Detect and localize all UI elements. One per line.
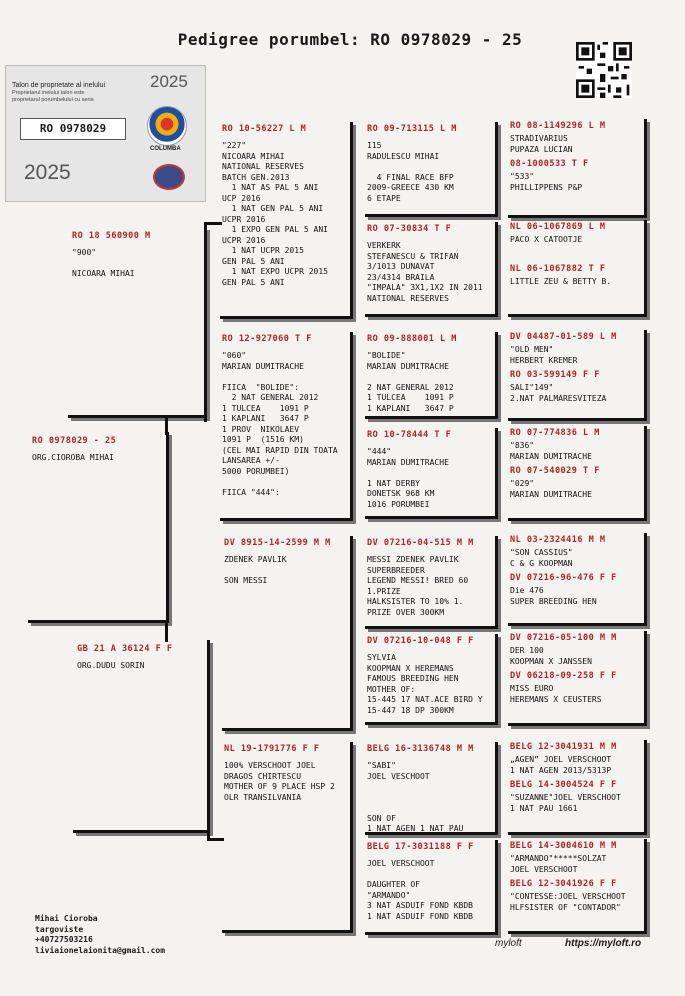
dam-box [73, 640, 210, 833]
gen4-box [508, 839, 647, 934]
pigeon-details: "OLD MEN" HERBERT KREMER [510, 345, 578, 365]
ring-code: DV 07216-05-100 M M [510, 633, 617, 643]
card-header: Talon de proprietate al inelului [12, 82, 106, 89]
ring-code: RO 09-888001 L M [367, 334, 457, 344]
ring-code: RO 18 560900 M [72, 231, 151, 241]
ring-code: BELG 12-3041926 F F [510, 879, 617, 889]
ring-code: RO 08-1149296 L M [510, 121, 606, 131]
ring-code: RO 0978029 - 25 [32, 436, 117, 446]
ring-code: BELG 14-3004524 F F [510, 780, 617, 790]
pigeon-details: SALI"149" 2.NAT PALMARESVITEZA [510, 383, 607, 403]
sire-box [68, 227, 207, 418]
logo-label: COLUMBA [150, 146, 181, 152]
ring-code: DV 04487-01-589 L M [510, 332, 617, 342]
gen4-box [508, 220, 647, 317]
pigeon-details: SYLVIA KOOPMAN X HEREMANS FAMOUS BREEDING HEN MOTHER OF: 15-445 17 NAT.ACE BIRD Y 15-447 18 DP 300KM [367, 653, 483, 715]
pigeon-details: "SABI" JOEL VESCHOOT SON OF 1 NAT AGEN 1 NAT PAU [367, 761, 464, 833]
ring-code: DV 06218-09-258 F F [510, 671, 617, 681]
ring-ownership-card [5, 65, 206, 202]
ring-code: BELG 16-3136748 M M [367, 744, 474, 754]
pigeon-details: 115 RADULESCU MIHAI 4 FINAL RACE BFP 2009-GREECE 430 KM 6 ETAPE [367, 141, 454, 203]
gen3-box [365, 742, 498, 835]
pedigree-subject-box [28, 432, 169, 623]
gen3-box [365, 428, 498, 519]
pigeon-details: MESSI ZDENEK PAVLIK SUPERBREEDER LEGEND MESSI! BRED 60 1.PRIZE HALKSISTER TO 10% 1. PRIZE OVER 300KM [367, 555, 469, 617]
pigeon-details: "SUZANNE"JOEL VERSCHOOT 1 NAT PAU 1661 [510, 793, 621, 813]
pigeon-details: "836" MARIAN DUMITRACHE [510, 441, 592, 461]
page-title: Pedigree porumbel: RO 0978029 - 25 [177, 30, 523, 49]
qr-code [576, 38, 632, 102]
pigeon-details: "ARMANDO"*****SOLZAT JOEL VERSCHOOT [510, 854, 607, 874]
pigeon-details: Die 476 SUPER BREEDING HEN [510, 586, 597, 606]
pigeon-details: DER 100 KOOPMAN X JANSSEN [510, 646, 592, 666]
pigeon-details: LITTLE ZEU & BETTY B. [510, 276, 612, 286]
card-year-top: 2025 [150, 72, 188, 91]
gen4-box [508, 119, 647, 218]
card-subtext: Proprietarul inelului talon este proprietarul porumbelului cu seria [12, 90, 94, 103]
ring-code: DV 07216-96-476 F F [510, 573, 617, 583]
pigeon-details: "060" MARIAN DUMITRACHE FIICA "BOLIDE": 2 NAT GENERAL 2012 1 TULCEA 1091 P 1 KAPLANI 3647 P 1 PROV NIKOLAEV 1091 P (1516 KM) (CEL MAI RAPID DIN TOATA LANSAREA +/- 5000 PORUMBEI) FIICA "444": [222, 351, 338, 497]
pigeon-details: VERKERK STEFANESCU & TRIFAN 3/1013 DUNAVAT 23/4314 BRAILA "IMPALA" 3X1,1X2 IN 2011 NATIONAL RESERVES [367, 241, 483, 303]
pigeon-details: „AGEN” JOEL VERSCHOOT 1 NAT AGEN 2013/5313P [510, 755, 612, 775]
ring-code: NL 06-1067869 L M [510, 222, 606, 232]
ring-code: DV 07216-10-048 F F [367, 636, 474, 646]
gen4-box [508, 330, 647, 421]
gen2-box [220, 122, 353, 319]
pigeon-details: "444" MARIAN DUMITRACHE 1 NAT DERBY DONETSK 968 KM 1016 PORUMBEI [367, 447, 449, 509]
ring-code: RO 07-30834 T F [367, 224, 452, 234]
pigeon-details: "227" NICOARA MIHAI NATIONAL RESERVES BATCH GEN.2013 1 NAT AS PAL 5 ANI UCP 2016 1 NAT GEN PAL 5 ANI UCPR 2016 1 EXPO GEN PAL 5 ANI UCPR 2016 1 NAT UCPR 2015 GEN PAL 5 ANI 1 NAT EXPO UCPR 2015 GEN PAL 5 ANI [222, 141, 328, 287]
gen3-box [365, 222, 498, 317]
card-year-bottom: 2025 [24, 161, 71, 184]
gen4-box [508, 426, 647, 521]
pigeon-details: ZDENEK PAVLIK SON MESSI [224, 555, 287, 585]
pigeon-details: "029" MARIAN DUMITRACHE [510, 479, 592, 499]
connector-line [207, 640, 210, 840]
connector-line [207, 838, 224, 841]
pigeon-details: ORG.DUDU SORIN [77, 661, 145, 670]
gen3-box [365, 332, 498, 419]
pigeon-details: JOEL VERSCHOOT DAUGHTER OF "ARMANDO" 3 NAT ASDUIF FOND KBDB 1 NAT ASDUIF FOND KBDB [367, 859, 473, 921]
gen3-box [365, 840, 498, 935]
ring-code: BELG 12-3041931 M M [510, 742, 617, 752]
ring-code: RO 09-713115 L M [367, 124, 457, 134]
gen3-box [365, 122, 498, 217]
pigeon-logo-icon [153, 164, 185, 190]
gen4-box [508, 533, 647, 626]
gen2-box [222, 536, 353, 731]
pigeon-details: "SON CASSIUS" C & G KOOPMAN [510, 548, 573, 568]
pigeon-details: "BOLIDE" MARIAN DUMITRACHE 2 NAT GENERAL 2012 1 TULCEA 1091 P 1 KAPLANI 3647 P [367, 351, 454, 413]
pigeon-details: ORG.CIOROBA MIHAI [32, 453, 114, 462]
ring-code: 08-1000533 T F [510, 159, 589, 169]
pigeon-details: PACO X CATOOTJE [510, 235, 583, 244]
ring-code: RO 10-56227 L M [222, 124, 307, 134]
pigeon-details: STRADIVARIUS PUPAZA LUCIAN [510, 134, 573, 154]
columba-logo-icon [147, 106, 187, 146]
connector-line [165, 620, 168, 642]
ring-code: NL 19-1791776 F F [224, 744, 320, 754]
ring-code: RO 03-599149 F F [510, 370, 600, 380]
ring-code: BELG 17-3031188 F F [367, 842, 474, 852]
ring-code: GB 21 A 36124 F F [77, 644, 173, 654]
ring-code: NL 03-2324416 M M [510, 535, 606, 545]
gen2-box [220, 332, 353, 521]
ring-code: NL 06-1067882 T F [510, 263, 606, 274]
pigeon-details: 100% VERSCHOOT JOEL DRAGOS CHIRTESCU MOTHER OF 9 PLACE HSP 2 OLR TRANSILVANIA [224, 761, 335, 802]
pigeon-details: "900" NICOARA MIHAI [72, 248, 135, 278]
ring-code: RO 07-774836 L M [510, 428, 600, 438]
connector-line [204, 222, 207, 422]
gen2-box [222, 742, 353, 933]
connector-line [165, 415, 168, 435]
pigeon-details: "CONTESSE:JOEL VERSCHOOT HLFSISTER OF "CONTADOR" [510, 892, 626, 912]
gen3-box [365, 634, 498, 725]
gen4-box [508, 740, 647, 835]
pigeon-details: MISS EURO HEREMANS X CEUSTERS [510, 684, 602, 704]
ring-number: RO 0978029 [20, 118, 126, 140]
ring-code: DV 8915-14-2599 M M [224, 538, 331, 548]
gen4-box [508, 631, 647, 726]
website-link[interactable]: https://myloft.ro [565, 938, 642, 949]
ring-code: RO 10-78444 T F [367, 430, 452, 440]
pigeon-details: "533" PHILLIPPENS P&P [510, 172, 583, 192]
owner-contact: Mihai Cioroba targoviste +40727503216 liviaionelaionita@gmail.com [35, 914, 166, 955]
gen3-box [365, 536, 498, 629]
ring-code: BELG 14-3004610 M M [510, 841, 617, 851]
ring-code: RO 07-540029 T F [510, 466, 600, 476]
myloft-logo: myloft [495, 938, 522, 949]
ring-code: RO 12-927060 T F [222, 334, 312, 344]
ring-code: DV 07216-04-515 M M [367, 538, 474, 548]
